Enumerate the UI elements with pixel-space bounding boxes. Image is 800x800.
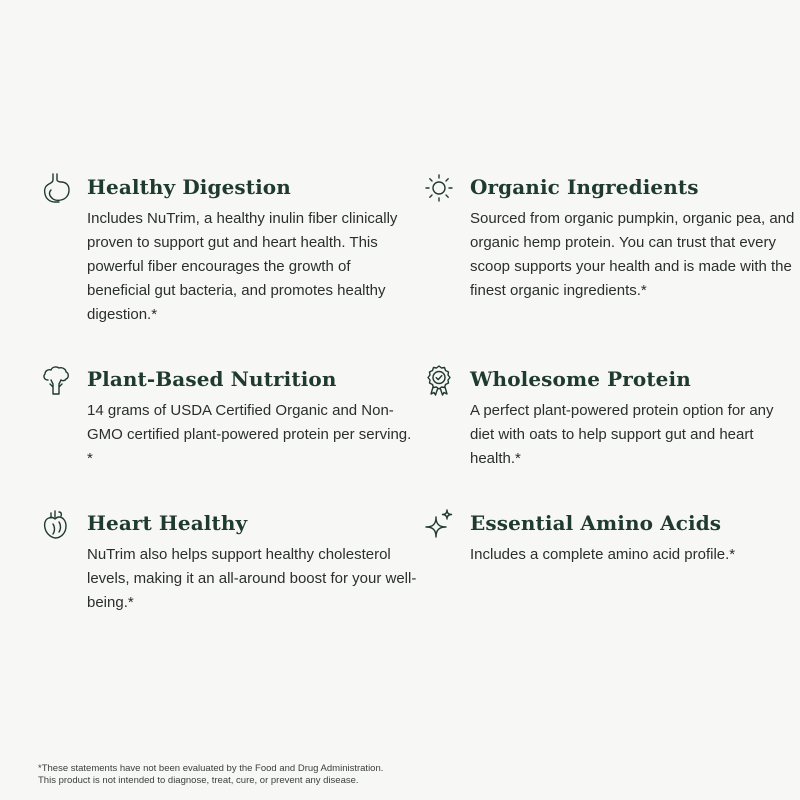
feature-description: Includes a complete amino acid profile.* (470, 546, 736, 563)
feature-description: Sourced from organic pumpkin, organic pea, and organic hemp protein. You can trust that every scoop supports your health and is made with the finest organic ingredients.* (470, 210, 795, 299)
feature-essential-amino-acids (470, 511, 800, 567)
feature-title: Wholesome Protein (470, 367, 691, 391)
fda-disclaimer (38, 763, 638, 787)
feature-title: Plant-Based Nutrition (87, 367, 337, 391)
heart-organ-icon (39, 507, 73, 541)
disclaimer-line: This product is not intended to diagnose, treat, cure, or prevent any disease. (38, 775, 359, 786)
feature-description: A perfect plant-powered protein option for any diet with oats to help support gut and heart health.* (470, 402, 774, 467)
feature-title: Organic Ingredients (470, 175, 699, 199)
feature-title: Healthy Digestion (87, 175, 291, 199)
feature-title: Essential Amino Acids (470, 511, 722, 535)
feature-healthy-digestion (87, 175, 417, 327)
award-badge-icon (422, 363, 456, 397)
feature-wholesome-protein (470, 367, 800, 471)
feature-organic-ingredients (470, 175, 800, 303)
feature-title: Heart Healthy (87, 511, 248, 535)
stomach-icon (39, 171, 73, 205)
feature-description: NuTrim also helps support healthy cholesterol levels, making it an all-around boost for your well-being.* (87, 546, 417, 611)
broccoli-icon (39, 363, 73, 397)
sun-icon (422, 171, 456, 205)
feature-heart-healthy (87, 511, 417, 615)
feature-description: 14 grams of USDA Certified Organic and Non-GMO certified plant-powered protein per serving. * (87, 402, 412, 467)
feature-description: Includes NuTrim, a healthy inulin fiber clinically proven to support gut and heart health. This powerful fiber encourages the growth of beneficial gut bacteria, and promotes healthy digestion.* (87, 210, 398, 323)
sparkle-icon (422, 507, 456, 541)
feature-plant-based-nutrition (87, 367, 417, 471)
disclaimer-line: *These statements have not been evaluated by the Food and Drug Administration. (38, 763, 384, 774)
